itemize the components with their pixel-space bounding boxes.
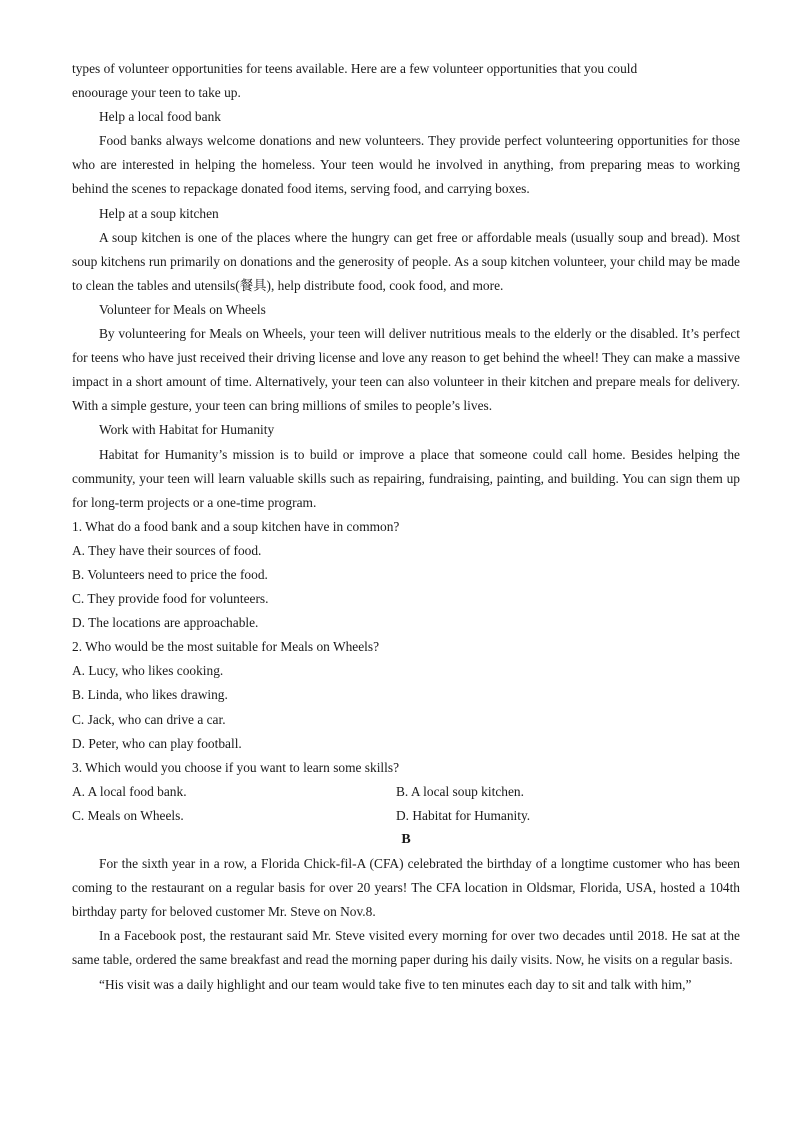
- question-3: 3. Which would you choose if you want to learn some skills?: [72, 759, 400, 775]
- section-letter-b: B: [401, 832, 411, 847]
- section-heading-meals-on-wheels: Volunteer for Meals on Wheels: [99, 301, 266, 317]
- question-1-option-b: B. Volunteers need to price the food.: [72, 566, 268, 582]
- question-1: 1. What do a food bank and a soup kitchen have in common?: [72, 518, 400, 534]
- question-3-options-row-2: [72, 804, 740, 828]
- passage-b-paragraph-2: In a Facebook post, the restaurant said Mr. Steve visited every morning for over two decades until 2018. He sat at the same table, ordered the same breakfast and read the morning paper during his daily visits. Now, he visits on a regular basis.: [72, 928, 740, 968]
- section-heading-food-bank: Help a local food bank: [99, 109, 221, 125]
- question-3-options-row-1: [72, 780, 740, 804]
- question-2-option-a: A. Lucy, who likes cooking.: [72, 663, 224, 679]
- question-1-option-a: A. They have their sources of food.: [72, 542, 262, 558]
- section-body-habitat: Habitat for Humanity’s mission is to build or improve a place that someone could call home. Besides helping the community, your teen will learn valuable skills such as repairing, fundraising, painting, and building. You can sign them up for long-term projects or a one-time program.: [72, 446, 740, 510]
- section-body-soup-kitchen: A soup kitchen is one of the places where the hungry can get free or affordable meals (usually soup and bread). Most soup kitchens run primarily on donations and the generosity of people. As a soup kitchen volunteer, your child may be made to clean the tables and utensils(餐具), help distribute food, cook food, and more.: [72, 229, 740, 293]
- question-3-option-b: B. A local soup kitchen.: [396, 783, 524, 799]
- question-1-option-d: D. The locations are approachable.: [72, 615, 259, 631]
- question-2-option-b: B. Linda, who likes drawing.: [72, 687, 228, 703]
- section-body-food-bank: Food banks always welcome donations and new volunteers. They provide perfect volunteering opportunities for those who are interested in helping the homeless. Your teen would he involved in anything, from preparing meas to working behind the scenes to repackage donated food items, serving food, and carrying boxes.: [72, 133, 740, 197]
- passage-a-intro-line-1: types of volunteer opportunities for teens available. Here are a few volunteer opportunities that you could: [72, 61, 638, 76]
- question-1-option-c: C. They provide food for volunteers.: [72, 591, 269, 607]
- question-3-option-c: C. Meals on Wheels.: [72, 807, 184, 823]
- section-heading-soup-kitchen: Help at a soup kitchen: [99, 205, 219, 221]
- question-3-option-d: D. Habitat for Humanity.: [396, 807, 531, 823]
- passage-a-intro-line-2: enoourage your teen to take up.: [72, 85, 241, 101]
- section-heading-habitat: Work with Habitat for Humanity: [99, 422, 275, 438]
- question-3-option-a: A. A local food bank.: [72, 783, 187, 799]
- question-2: 2. Who would be the most suitable for Meals on Wheels?: [72, 639, 380, 655]
- passage-b-paragraph-1: For the sixth year in a row, a Florida Chick-fil-A (CFA) celebrated the birthday of a longtime customer who has been coming to the restaurant on a regular basis for over 20 years! The CFA location in Oldsmar, Florida, USA, hosted a 104th birthday party for beloved customer Mr. Steve on Nov.8.: [72, 856, 740, 920]
- document-content: [72, 57, 740, 997]
- question-2-option-c: C. Jack, who can drive a car.: [72, 711, 226, 727]
- section-body-meals-on-wheels: By volunteering for Meals on Wheels, your teen will deliver nutritious meals to the elderly or the disabled. It’s perfect for teens who have just received their driving license and love any reason to get behind the wheel! They can make a massive impact in a short amount of time. Alternatively, your teen can also volunteer in their kitchen and prepare meals for delivery. With a simple gesture, your teen can bring millions of smiles to people’s lives.: [72, 326, 740, 414]
- passage-b-paragraph-3: “His visit was a daily highlight and our team would take five to ten minutes each day to sit and talk with him,”: [99, 976, 692, 992]
- question-2-option-d: D. Peter, who can play football.: [72, 735, 242, 751]
